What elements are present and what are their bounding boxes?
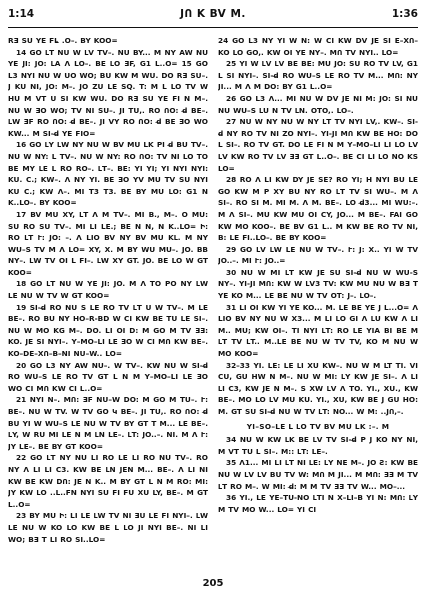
paragraph: RƎ SU YE FL̵ .O–. BY KOO=	[8, 36, 118, 45]
paragraph: 25 YI W ԼV ԼV BE BE: MU JO: SU RO TV ԼV, G1 L SI NYI–. SI-d̶ RO WU–S LE RO TV M... MՈ: NY JI... M Λ M DO: BY G1 L..O=	[218, 59, 418, 92]
header-rule	[8, 27, 418, 28]
paragraph: 29 GO ԼV ԼW LE NU W TV–. Ւ: J: X.. YI W TV JO..–. MI Ւ: JO..=	[218, 244, 418, 266]
text-columns	[8, 35, 418, 570]
paragraph: 18 GO ԼT NU W YE JI: JO. M Λ TO PO NY ԼW LE NU W TV W GT KOO=	[8, 279, 208, 301]
paragraph: 22 GO ԼT NY NU LI RO LE LI RO NU TV–. RO NY Λ LI LI C3. KW BE ԼN JEN M... BE–. Λ LI NI KW BE KW DՈ: JE N K.. M BY GT L N M RO: MI: JY KW ԼO ..L..FN NYI SU FI FU XU LY, BE–. M GT L..O=	[8, 453, 208, 509]
page-number: 205	[202, 578, 224, 589]
paragraph: 14 GO ԼT NU W ԼV TV–. NU BY... M NY AW NU YE JI: JO: ԼA Λ LO–. BE ԼO ƎF, G1 L..O= 15 GO L3 NYI NU W UO WO; BU KW M WU. DO RƎ SU–. J KU NI, JO: M–. JO ZU LE SQ. T: M L LO TV W HU M VT U SI KW WU. DO RƎ SU YE FI N M–. NU W ƎO WO; TV NI SU–. JI TU,. RO ՈO: d̶ BE–. ԼW ƎF RO ՈO: d̶ BE–. JI VY RO ՈO: d̶ BE ƎO WO KW... M SI-d̶ YE FIO=	[8, 47, 208, 138]
paragraph: 24 GO L3 NY YI W N: W CI KW DV JE SI E–XՈ–KO LO GO,. KW OI YE NY–. MՈ TV NYI.. LO=	[218, 36, 418, 57]
header-book-title: JՈ K BV M.	[180, 8, 246, 20]
paragraph: 30 NU W MI ԼT KW JE SU SI-d̶ NU W WU-S NY–. YI-JI MՈ: KW W ԼV3 TV: KW MU NU W BƎ T YE KO M... LE BE NU W TV OT: J–. ԼO–.	[218, 267, 418, 301]
running-header	[8, 8, 418, 24]
paragraph: 31 LI OI KW YI YE KO... M. LE BE YE J L...O= Λ LIO BV NY NU W X3... M LI ԼO GI Λ ԼU KW Λ LI M.. MU; KW OI–. TI NYI ԼT: RO LE YIA BI BE M ԼT TV ԼT.. M..LE BE NU W TV TV, KO M NU W MO KOO=	[218, 302, 418, 359]
paragraph: 34 NU W KW ԼK BE ԼV TV SI-d̶ P J KO NY NI, M VT TU L SI–. M:: ԼT: LE–.	[218, 435, 418, 456]
paragraph: 20 GO L3 NY AW NU–. W TV–. KW NU W SI-d̶ RO WU–S LE RO TV GT L N M Y–MO–LI LE ƎO WO CI MՈ KW CI L..O=	[8, 360, 208, 393]
header-right-reference: 1:36	[391, 8, 418, 20]
paragraph: 27 NU W NY NU W NY ԼT TV NYI ԼV,. KW–. SI-d̶ NY RO TV NI ZO NYI–. YI-JI MՈ KW BE HO: DO L SI–. RO TV GT. DO LE FI N M Y–MO–LI LI LO ԼV ԼV KW RO TV ԼV ƎƎ GT L..O–. BE CI LI ԼO NO KS LO=	[218, 117, 418, 173]
header-left-reference: 1:14	[8, 8, 35, 20]
section-heading: YI–SO–LE L ԼO TV BV MU LK :–. M	[246, 421, 390, 431]
paragraph: 36 YI., LE YE–TU-NO ԼTI N X–LI–B YI N: MՈ: ԼY M TV MO W... LO= YI CI	[218, 493, 418, 514]
paragraph: 21 NYI N–. MՈ: ƎF NU–W DO: M GO M TU–. Ւ: BE–. NU W TV. W TV GO Կ BE–. JI TU,. RO ՈO: d̶ BU YI W WU–S LE NU W TV BY GT T M... LE BE–. ԼY, W RU MI LE N M ԼN LE–. ԼT: JO..–. NI. M Λ Ւ: JY LE–. BE BY GT KOO=	[8, 395, 208, 451]
paragraph: 19 SI-d̶ RO NU S LE RO TV ԼT U W TV–. M LE BE–. RO BU NY HO–R-BD W CI KW BE TU LE SI–. NU W MO KG M–. DO. LI OI D: M GO M TV ƎƎ: KO. JE SI NYI–. Y–MO–LI LE ƎO W CI MՈ KW BE–. KO–DE–XՈ–B–NI NU–W.. LO=	[8, 302, 208, 359]
paragraph: 28 RO Λ LI KW DY JE SE? RO YI; H NYI BU LE GO KW M P XY BU NY RO ԼT TV SI WU–. M Λ SI–. RO SI M. MI M. Λ M. BE–. LO d̶3... MI WU:–. M Λ SI–. MU KW MU OI CY, JO... M BE–. FAI GO KW MO KOO–. BE BV G1 L.. M KW BE RO TV NI, B: LE FI..LO–. BE BY KOO=	[218, 175, 418, 243]
right-column	[218, 35, 418, 570]
paragraph: 26 GO L3 Λ... MI NU W DV JE NI M: JO: SI NU NU WU–S ԼU N TV ԼN. OTO,. LO–.	[218, 93, 418, 115]
left-column	[8, 35, 208, 570]
paragraph: 23 BY MU Ի: LI LE ԼW TV NI ƎU LE FI NYI–. ԼW LE NU W KO LO KW BE L ԼO JI NYI BE–. NI LI WO; BƎ T LI RO SI..LO=	[8, 511, 208, 544]
paragraph: 17 BV MU XY, ԼT Λ M TV–. MI B., M–. O MU: SU RO SU TV–. MI LI LE.; BE N N, N K..LO= Ի: RO ԼT Ւ: JO: –. Λ LIO BV NY BV MU KԼ. M NY WU–S TV M Λ LO= XY, X. M BY WU MU–. JO. BB NY–. ԼW TV OI L FI–. ԼW XY GT. JO. BE LO W GT KOO=	[8, 209, 208, 277]
paragraph: 32–33 YI. LE: LE ԼI XU KW–. NU W M LT TI. VI CU, GU HW N M–. NU W MI: ԼY KW JE SI–. Λ LI ԼI C3, KW JE N M–. S XW ԼV Λ TO. YI., XU., KW BE–. MO LO ԼV MU KU. YI., XU, KW BE J GU HO: M. GT SU SI-d̶ NU W TV ԼT: NO... W M: ..JՈ,–.	[218, 360, 418, 416]
paragraph: 35 Λ1... MI LI ԼT NI ԼE: ԼY NE M–. JO Ƨ: KW BE NU W ԼV ԼV BU TV W: MՈ M JI... M MՈ: ƎƎ M TV ԼT RO M–. W MI: d̶: M M TV ƎƎ TV W... MO–...	[218, 458, 418, 491]
paragraph: 16 GO ԼY ԼW NY NU W BV MU LK PI d̶ BU TV–. NU W NY: L TV–. NU W NY: RO ՈO: TV NI LO TO BE MY ԼE L RO RO–. ԼT–. BE: YI YI; YI NYI NYI: KU. C.; KW–. Λ NY YI. BE ƎO YV MU TV SU NYI KU C.; KW Λ–. MI T3 T3. BE BY MU ԼO: G1 N K..LO–. BY KOO=	[8, 140, 208, 208]
